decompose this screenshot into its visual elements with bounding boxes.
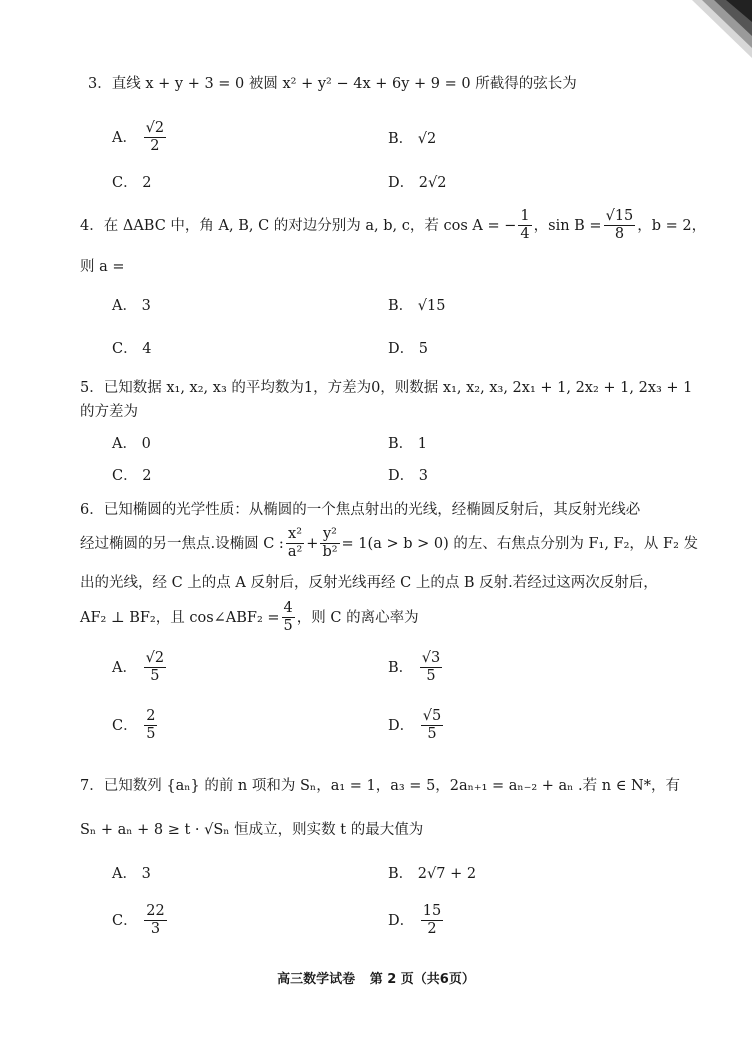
q5-option-c: C． 2 <box>112 468 152 484</box>
q4-option-b: B． √15 <box>388 298 446 314</box>
question-number: 3． <box>88 76 112 92</box>
question-4: 4．在 ΔABC 中，角 A, B, C 的对边分别为 a, b, c，若 cos A = − $\frac{1}{4}$ ，sin B = $\frac{√15}{8}$ ，b = 2， <box>80 208 707 243</box>
footer-page-number: 第 2 页（共6页） <box>369 972 475 987</box>
q5-option-b: B． 1 <box>388 436 427 452</box>
footer-title: 高三数学试卷 <box>277 972 356 987</box>
question-4-cont: 则 a = <box>80 259 125 275</box>
question-6-line4: AF₂ ⊥ BF₂，且 cos∠ABF₂ = $\frac{4}{5}$ ，则 C 的离心率为 <box>80 600 419 635</box>
q6-option-d: D． $\frac{√5}{5}$ <box>388 708 442 743</box>
question-3 <box>88 76 577 93</box>
question-7: 7．已知数列 {aₙ} 的前 n 项和为 Sₙ，a₁ = 1，a₃ = 5，2aₙ₊₁ = aₙ₋₂ + aₙ .若 n ∈ N*，有 <box>80 778 680 794</box>
question-6-line2: 经过椭圆的另一焦点.设椭圆 C : $\frac{\text{x²}}{\text{a²}}$ + $\frac{\text{y²}}{\text{b²}}$ = 1(a > b > 0) 的左、右焦点分别为 F₁, F₂，从 F₂ 发 <box>80 526 699 561</box>
q4-option-c: C． 4 <box>112 341 152 357</box>
q6-option-a: A． $\frac{√2}{5}$ <box>112 650 165 685</box>
scan-corner-artifact <box>692 0 752 58</box>
q3-option-c: C． 2 <box>112 175 152 191</box>
page-footer <box>0 968 752 987</box>
q7-option-a: A． 3 <box>112 866 151 882</box>
q4-option-a: A． 3 <box>112 298 151 314</box>
question-6-line3: 出的光线，经 C 上的点 A 反射后，反射光线再经 C 上的点 B 反射.若经过这两次反射后， <box>80 575 658 591</box>
q7-option-c: C． $\frac{22}{3}$ <box>112 903 165 938</box>
q3-option-d: D． 2√2 <box>388 175 447 191</box>
q5-option-a: A． 0 <box>112 436 151 452</box>
q6-option-c: C． $\frac{2}{5}$ <box>112 708 156 743</box>
q3-option-b: B． √2 <box>388 131 437 147</box>
q3-option-a: A． $\frac{√2}{2}$ <box>112 120 165 155</box>
q5-option-d: D． 3 <box>388 468 428 484</box>
q7-option-d: D． $\frac{15}{2}$ <box>388 903 442 938</box>
q6-option-b: B． $\frac{√3}{5}$ <box>388 650 441 685</box>
q4-option-d: D． 5 <box>388 341 428 357</box>
question-7-cont: Sₙ + aₙ + 8 ≥ t · √Sₙ 恒成立，则实数 t 的最大值为 <box>80 822 424 838</box>
question-text: 直线 x + y + 3 = 0 被圆 x² + y² − 4x + 6y + 9 = 0 所截得的弦长为 <box>111 76 577 92</box>
question-5-cont: 的方差为 <box>80 404 138 420</box>
question-5: 5．已知数据 x₁, x₂, x₃ 的平均数为1，方差为0，则数据 x₁, x₂, x₃, 2x₁ + 1, 2x₂ + 1, 2x₃ + 1 <box>80 380 693 396</box>
question-6: 6．已知椭圆的光学性质：从椭圆的一个焦点射出的光线，经椭圆反射后，其反射光线必 <box>80 502 641 518</box>
q7-option-b: B． 2√7 + 2 <box>388 866 477 882</box>
fraction: $\frac{√2}{2}$ <box>145 120 165 155</box>
